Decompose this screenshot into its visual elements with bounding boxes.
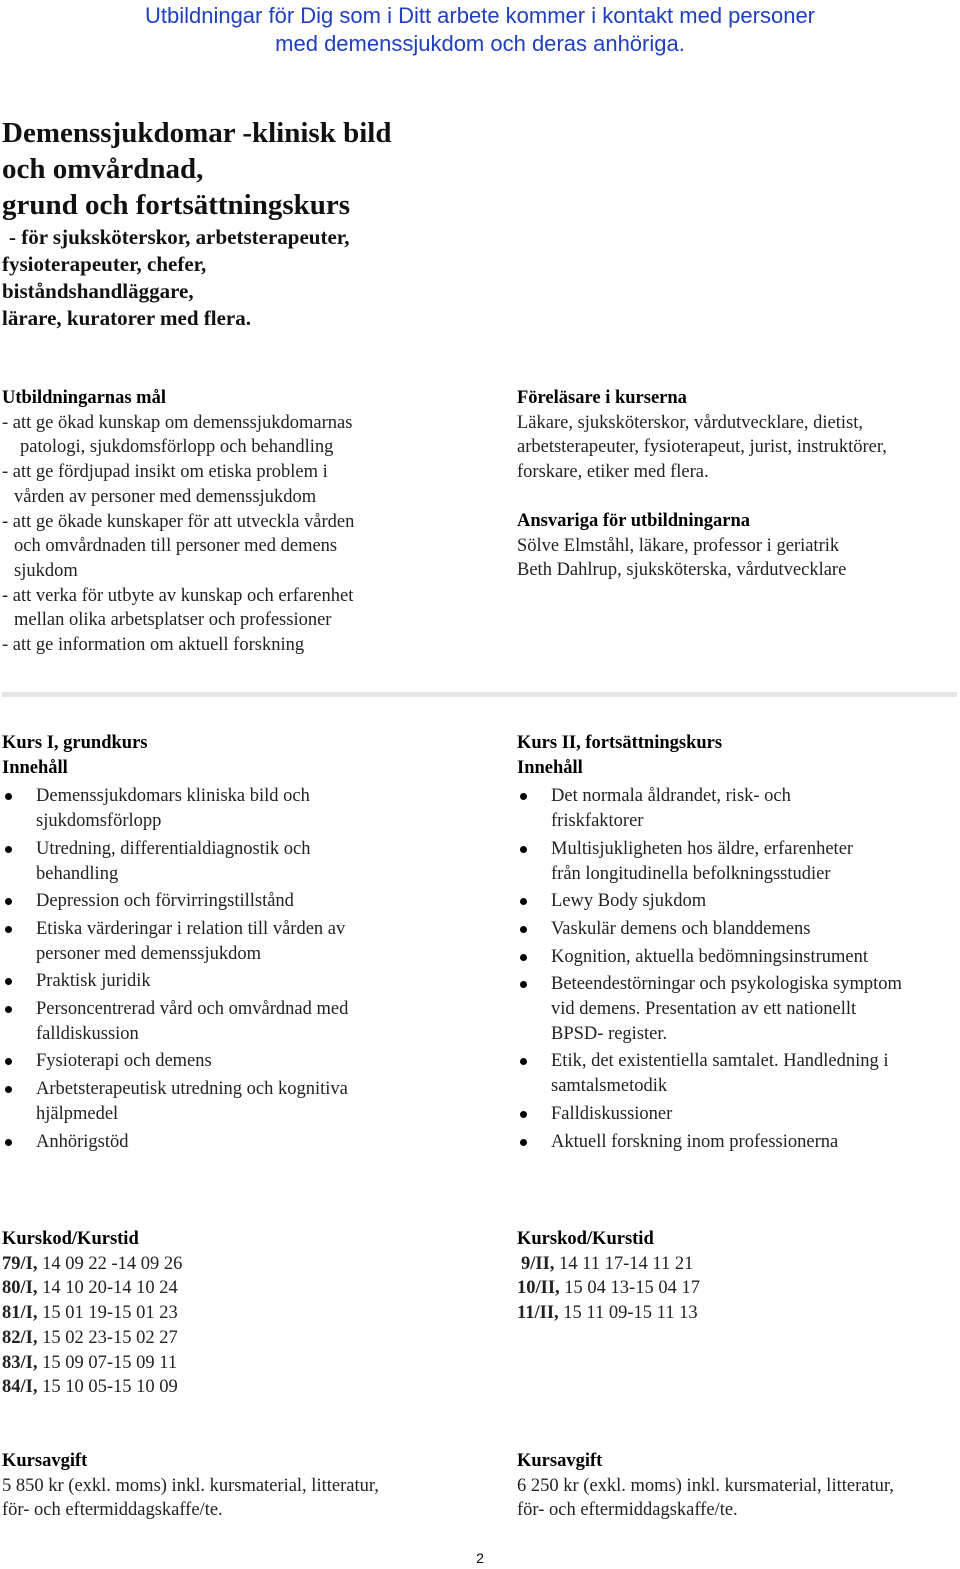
responsible-line: Beth Dahlrup, sjuksköterska, vårdutvecklare: [517, 560, 847, 581]
target-audience: [2, 224, 349, 332]
list-item: Lewy Body sjukdom: [517, 889, 957, 914]
goal-line: - att ge ökade kunskaper för att utveckla vården: [2, 511, 355, 532]
course-code-row: 10/II, 15 04 13-15 04 17: [517, 1278, 700, 1299]
bullet-icon: [5, 1139, 12, 1146]
list-item: Praktisk juridik: [2, 969, 472, 994]
bullet-icon: [520, 898, 527, 905]
goal-line: - att verka för utbyte av kunskap och erfarenhet: [2, 585, 354, 606]
bullet-icon: [5, 926, 12, 933]
audience-line: - för sjuksköterskor, arbetsterapeuter,: [9, 225, 350, 249]
bullet-icon: [520, 981, 527, 988]
course1-content-label: Innehåll: [2, 757, 68, 778]
section-divider: [2, 692, 957, 697]
audience-line: lärare, kuratorer med flera.: [2, 306, 252, 330]
list-item: Personcentrerad vård och omvårdnad med falldiskussion: [2, 997, 472, 1046]
lecturers-line: forskare, etiker med flera.: [517, 462, 709, 483]
bullet-icon: [5, 1058, 12, 1065]
course-code-row: 80/I, 14 10 20-14 10 24: [2, 1278, 178, 1299]
list-item: Anhörigstöd: [2, 1130, 472, 1155]
page-header: [0, 2, 960, 58]
goal-line: patologi, sjukdomsförlopp och behandling: [20, 437, 334, 458]
course1-section: [2, 731, 472, 1157]
goals-heading: Utbildningarnas mål: [2, 388, 166, 408]
goal-line: vården av personer med demenssjukdom: [14, 486, 317, 507]
course2-content-label: Innehåll: [517, 757, 583, 778]
list-item: Det normala åldrandet, risk- och friskfaktorer: [517, 784, 957, 833]
bullet-icon: [520, 954, 527, 961]
goal-line: och omvårdnaden till personer med demens: [14, 536, 338, 557]
responsible-section: [517, 509, 957, 583]
bullet-icon: [520, 926, 527, 933]
course1-fee-label: Kursavgift: [2, 1451, 88, 1471]
course2-content-list: [517, 784, 957, 1154]
responsible-line: Sölve Elmståhl, läkare, professor i geriatrik: [517, 535, 840, 556]
list-item: Arbetsterapeutisk utredning och kognitiva hjälpmedel: [2, 1077, 472, 1126]
bullet-icon: [5, 898, 12, 905]
list-item: Vaskulär demens och blanddemens: [517, 917, 957, 942]
lecturers-line: Läkare, sjuksköterskor, vårdutvecklare, dietist,: [517, 412, 864, 433]
course1-fee: [2, 1449, 472, 1523]
course-code-row: 79/I, 14 09 22 -14 09 26: [2, 1253, 183, 1274]
goals-section: [2, 386, 472, 658]
list-item: Demenssjukdomars kliniska bild och sjukdomsförlopp: [2, 784, 472, 833]
course2-codes: [517, 1227, 957, 1326]
list-item: Aktuell forskning inom professionerna: [517, 1130, 957, 1155]
course-code-row: 9/II, 14 11 17-14 11 21: [521, 1253, 694, 1274]
list-item: Fysioterapi och demens: [2, 1049, 472, 1074]
goal-line: mellan olika arbetsplatser och professioner: [14, 610, 332, 631]
course2-codes-label: Kurskod/Kurstid: [517, 1229, 654, 1249]
bullet-icon: [5, 793, 12, 800]
fee-line: för- och eftermiddagskaffe/te.: [517, 1500, 738, 1521]
header-line-1: Utbildningar för Dig som i Ditt arbete kommer i kontakt med personer: [144, 3, 816, 28]
goal-line: sjukdom: [14, 560, 78, 581]
bullet-icon: [5, 1006, 12, 1013]
list-item: Multisjukligheten hos äldre, erfarenheter från longitudinella befolkningsstudier: [517, 837, 957, 886]
header-line-2: med demenssjukdom och deras anhöriga.: [275, 31, 685, 56]
title-line: och omvårdnad,: [2, 153, 204, 185]
bullet-icon: [520, 1111, 527, 1118]
list-item: Falldiskussioner: [517, 1102, 957, 1127]
bullet-icon: [520, 846, 527, 853]
course1-codes-label: Kurskod/Kurstid: [2, 1229, 139, 1249]
bullet-icon: [520, 793, 527, 800]
goal-line: - att ge information om aktuell forskning: [2, 635, 305, 656]
list-item: Etik, det existentiella samtalet. Handledning i samtalsmetodik: [517, 1049, 957, 1098]
course1-content-list: [2, 784, 472, 1154]
list-item: Beteendestörningar och psykologiska symptom vid demens. Presentation av ett nationellt BPSD- register.: [517, 972, 957, 1046]
document-title: [2, 115, 391, 223]
course2-title: Kurs II, fortsättningskurs: [517, 733, 723, 753]
fee-line: 6 250 kr (exkl. moms) inkl. kursmaterial, litteratur,: [517, 1475, 894, 1496]
bullet-icon: [520, 1139, 527, 1146]
course2-fee-label: Kursavgift: [517, 1451, 603, 1471]
goal-line: - att ge fördjupad insikt om etiska problem i: [2, 462, 328, 483]
course2-section: [517, 731, 957, 1157]
title-line: Demenssjukdomar -klinisk bild: [2, 117, 392, 149]
course-code-row: 82/I, 15 02 23-15 02 27: [2, 1327, 178, 1348]
course1-codes: [2, 1227, 472, 1400]
list-item: Depression och förvirringstillstånd: [2, 889, 472, 914]
bullet-icon: [5, 846, 12, 853]
lecturers-line: arbetsterapeuter, fysioterapeut, jurist, instruktörer,: [517, 437, 887, 458]
course-code-row: 83/I, 15 09 07-15 09 11: [2, 1352, 178, 1373]
audience-line: fysioterapeuter, chefer,: [2, 252, 207, 276]
bullet-icon: [520, 1058, 527, 1065]
list-item: Etiska värderingar i relation till vården av personer med demenssjukdom: [2, 917, 472, 966]
lecturers-heading: Föreläsare i kurserna: [517, 388, 687, 408]
course1-title: Kurs I, grundkurs: [2, 733, 148, 753]
lecturers-section: [517, 386, 957, 485]
bullet-icon: [5, 978, 12, 985]
list-item: Utredning, differentialdiagnostik och behandling: [2, 837, 472, 886]
responsible-heading: Ansvariga för utbildningarna: [517, 511, 751, 531]
fee-line: 5 850 kr (exkl. moms) inkl. kursmaterial, litteratur,: [2, 1475, 379, 1496]
course-code-row: 84/I, 15 10 05-15 10 09: [2, 1377, 178, 1398]
course-code-row: 81/I, 15 01 19-15 01 23: [2, 1303, 178, 1324]
fee-line: för- och eftermiddagskaffe/te.: [2, 1500, 223, 1521]
audience-line: biståndshandläggare,: [2, 279, 194, 303]
course2-fee: [517, 1449, 957, 1523]
page-number: 2: [476, 1550, 484, 1566]
goal-line: - att ge ökad kunskap om demenssjukdomarnas: [2, 412, 353, 433]
title-line: grund och fortsättningskurs: [2, 189, 351, 221]
list-item: Kognition, aktuella bedömningsinstrument: [517, 945, 957, 970]
bullet-icon: [5, 1086, 12, 1093]
course-code-row: 11/II, 15 11 09-15 11 13: [517, 1303, 698, 1324]
